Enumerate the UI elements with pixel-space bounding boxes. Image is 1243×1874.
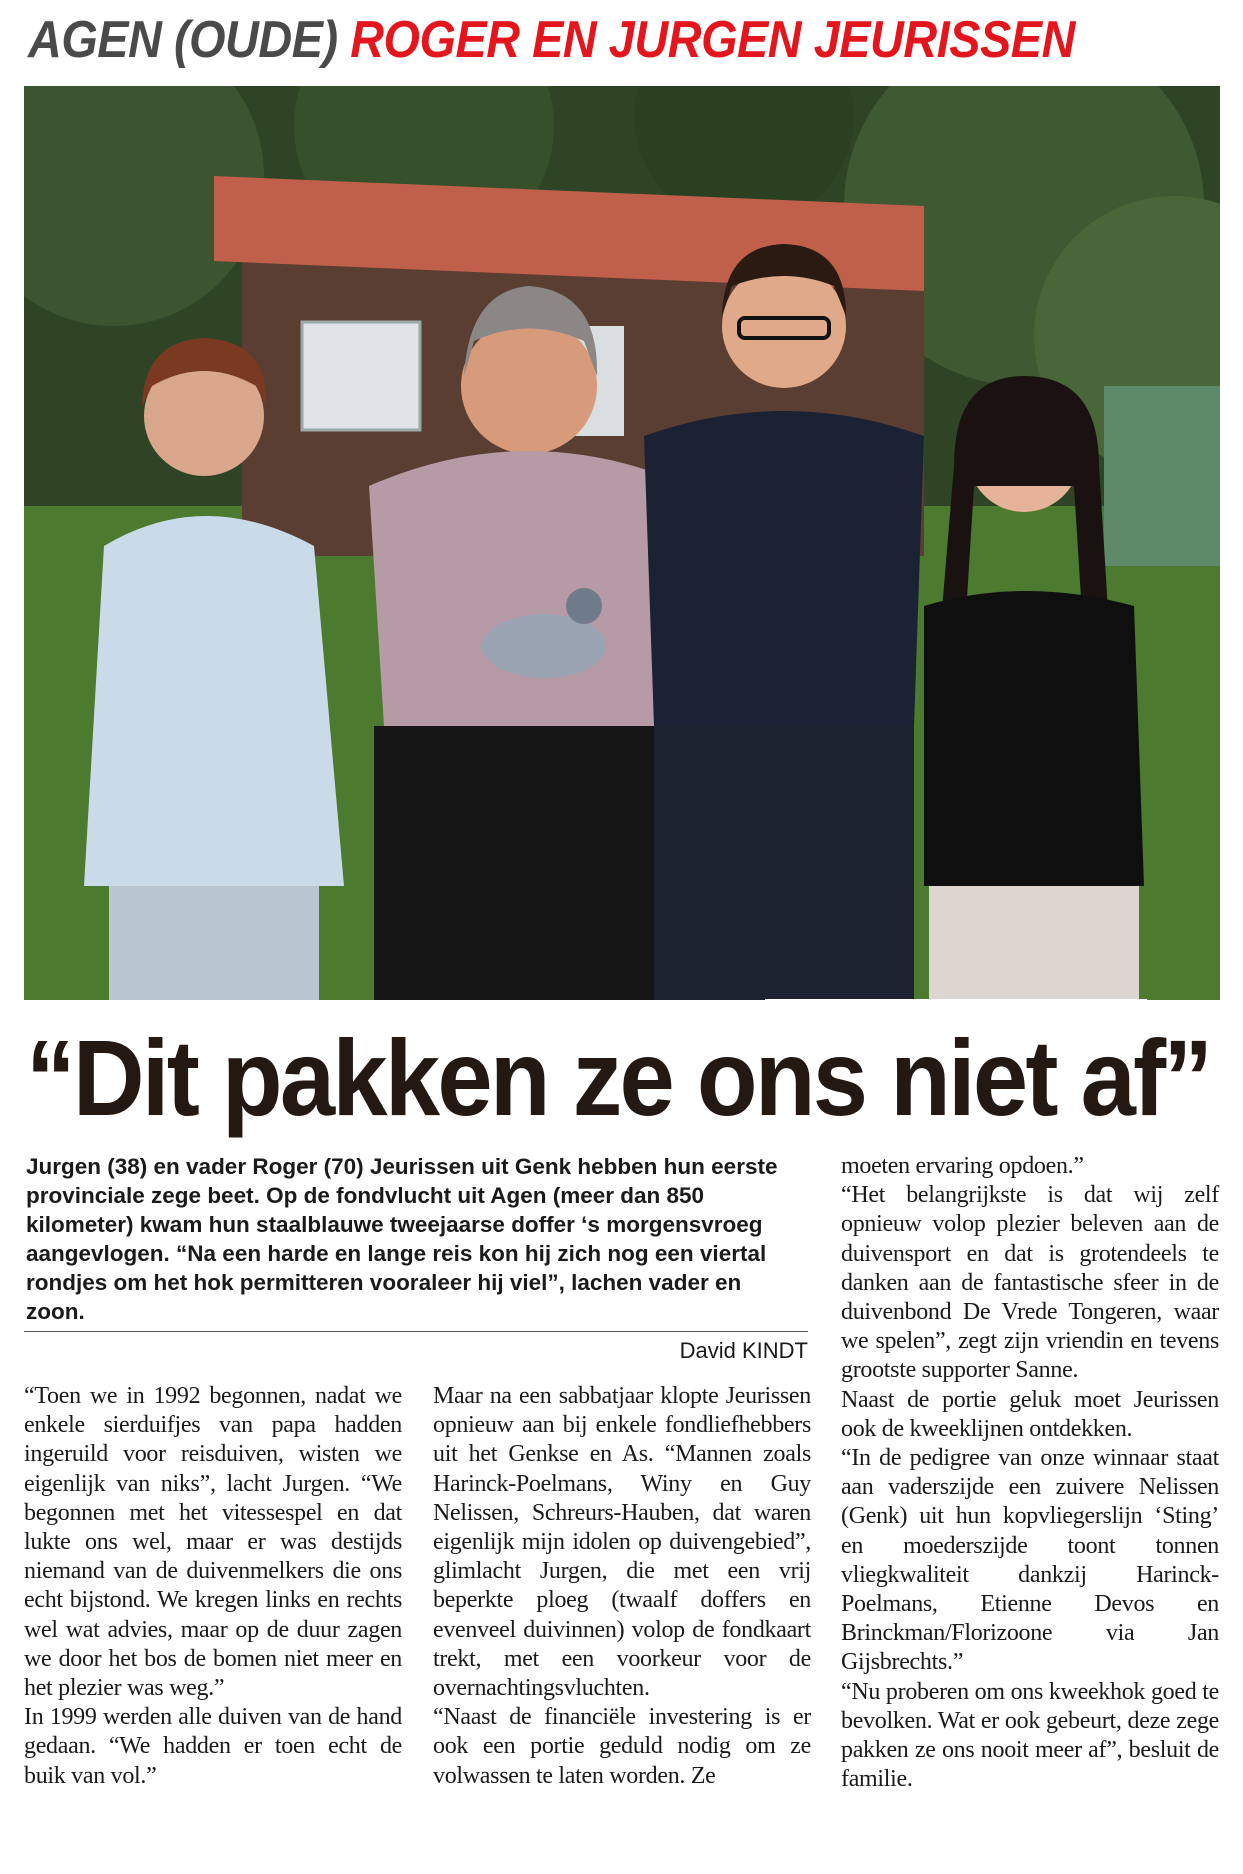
paragraph: moeten ervaring opdoen.” xyxy=(841,1153,1084,1179)
paragraph: “Naast de financiële investering is er ook een portie geduld nodig om ze volwassen te laten worden. Ze xyxy=(433,1704,811,1789)
paragraph: Maar na een sabbatjaar klopte Jeurissen opnieuw aan bij enkele fondliefhebbers uit het Genkse en As. “Mannen zoals Harinck-Poelmans, Winy en Guy Nelissen, Schreurs-Hauben, dat waren eigenlijk mijn idolen op duivengebied”, glimlacht Jurgen, die met een vrij beperkte ploeg (twaalf doffers en evenveel duivinnen) volop de fondkaart trekt, met een voorkeur voor de overnachtingsvluchten. xyxy=(433,1383,811,1702)
person-son-shirt xyxy=(644,411,924,726)
article-column-2 xyxy=(433,1382,811,1791)
person-father-head xyxy=(461,318,597,454)
person-father-shirt xyxy=(369,451,689,726)
article-column-1 xyxy=(24,1382,402,1791)
intro-divider xyxy=(24,1331,808,1332)
person-father-trousers xyxy=(374,726,674,1000)
paragraph: Naast de portie geluk moet Jeurissen ook de kweeklijnen ontdekken. xyxy=(841,1386,1219,1442)
kicker xyxy=(28,10,1075,70)
family-photo xyxy=(24,86,1220,1000)
paragraph: “In de pedigree van onze winnaar staat aan vaderszijde een zuivere Nelissen (Genk) uit hun kopvliegerslijn ‘Sting’ en moederszijde toont tonnen vliegkwaliteit dankzij Harinck-Poelmans, Etienne Devos en Brinckman/Florizoone via Jan Gijsbrechts.” xyxy=(841,1445,1219,1676)
person-mother-trousers xyxy=(109,886,319,1000)
article-column-3 xyxy=(841,1152,1219,1794)
kicker-place: AGEN (OUDE) xyxy=(28,11,338,69)
paragraph: “Het belangrijkste is dat wij zelf opnieuw volop plezier beleven aan de duivensport en dat is grotendeels te danken aan de fantastische sfeer in de duivenbond De Vrede Tongeren, waar we spelen”, zegt zijn vriendin en tevens grootste supporter Sanne. xyxy=(841,1182,1219,1384)
photo-caption xyxy=(765,999,1147,1000)
byline: David KINDT xyxy=(679,1338,808,1363)
paragraph: “Toen we in 1992 begonnen, nadat we enkele sierduifjes van papa hadden ingeruild voor reisduiven, wisten we eigenlijk van niks”, lacht Jurgen. “We begonnen met het vitessespel en dat lukte ons wel, maar er was destijds niemand van de duivenmelkers die ons echt bijstond. We kregen links en rechts wel wat advies, maar op de duur zagen we door het bos de bomen niet meer en het plezier was weg.” xyxy=(24,1383,402,1702)
paragraph: In 1999 werden alle duiven van de hand gedaan. “We hadden er toen echt de buik van vol.” xyxy=(24,1704,402,1789)
person-mother-top xyxy=(84,516,344,886)
photo-illustration xyxy=(24,86,1220,1000)
green-shed xyxy=(1104,386,1220,566)
person-woman-dress xyxy=(924,591,1144,886)
loft-trapdoor xyxy=(302,322,420,430)
article-intro: Jurgen (38) en vader Roger (70) Jeurissen uit Genk hebben hun eerste provinciale zege beet. Op de fondvlucht uit Agen (meer dan 850 kilometer) kwam hun staalblauwe tweejaarse doffer ‘s morgensvroeg aangevlogen. “Na een harde en lange reis kon hij zich nog een viertal rondjes om het hok permitteren vooraleer hij viel”, lachen vader en zoon. xyxy=(26,1154,778,1324)
pigeon-head xyxy=(566,588,602,624)
headline: “Dit pakken ze ons niet af” xyxy=(26,1017,1211,1138)
person-woman-trousers xyxy=(929,886,1139,1000)
person-son-jeans xyxy=(654,726,914,1000)
paragraph: “Nu proberen om ons kweekhok goed te bevolken. Wat er ook gebeurt, deze zege pakken ze ons nooit meer af”, besluit de familie. xyxy=(841,1678,1219,1793)
kicker-names: ROGER EN JURGEN JEURISSEN xyxy=(350,11,1075,69)
